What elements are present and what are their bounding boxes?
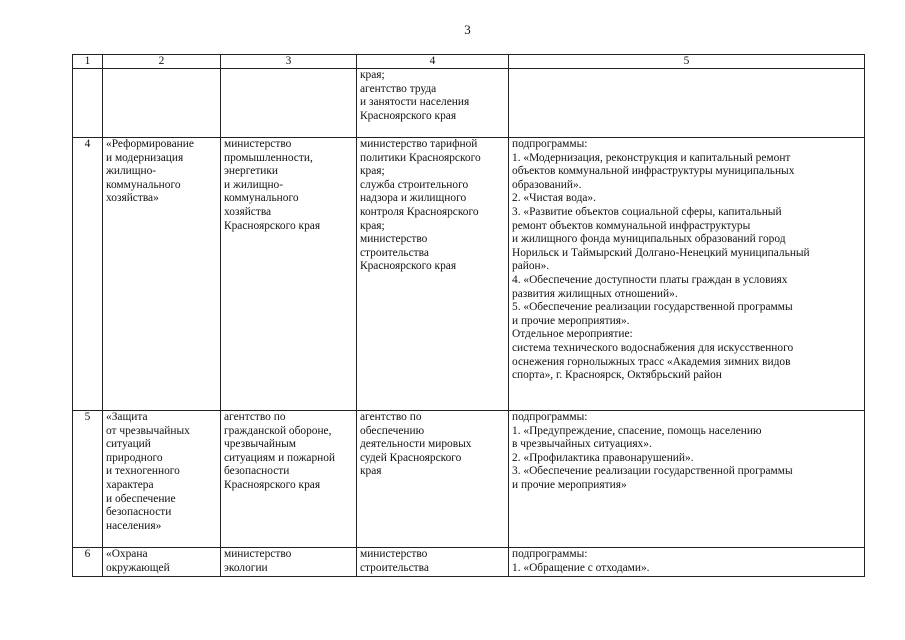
- table-row: [73, 69, 865, 138]
- responsible-executor-cell: министерство экологии: [221, 548, 357, 577]
- header-cell: 2: [103, 55, 221, 69]
- header-cell: 1: [73, 55, 103, 69]
- table-row: [73, 411, 865, 548]
- subprograms-cell: [509, 69, 865, 138]
- row-number-cell: 4: [73, 138, 103, 411]
- subprograms-cell: подпрограммы: 1. «Обращение с отходами».: [509, 548, 865, 577]
- subprograms-cell: подпрограммы: 1. «Модернизация, реконструкция и капитальный ремонт объектов коммунальной инфраструктуры муниципальных образований». 2. «Чистая вода». 3. «Развитие объектов социальной сферы, капитальный ремонт объектов коммунальной инфраструктуры и жилищного фонда муниципальных образований город Норильск и Таймырский Долгано-Ненецкий муниципальный район». 4. «Обеспечение доступности платы граждан в условиях развития жилищных отношений». 5. «Обеспечение реализации государственной программы и прочие мероприятия». Отдельное мероприятие: система технического водоснабжения для искусственного оснежения горнолыжных трасс «Академия зимних видов спорта», г. Красноярск, Октябрьский район: [509, 138, 865, 411]
- header-cell: 3: [221, 55, 357, 69]
- table-row: [73, 548, 865, 577]
- table-header-row: [73, 55, 865, 69]
- responsible-executor-cell: министерство промышленности, энергетики и жилищно- коммунального хозяйства Красноярского края: [221, 138, 357, 411]
- program-name-cell: «Охрана окружающей: [103, 548, 221, 577]
- co-executors-cell: края; агентство труда и занятости населения Красноярского края: [357, 69, 509, 138]
- header-cell: 5: [509, 55, 865, 69]
- row-number-cell: [73, 69, 103, 138]
- responsible-executor-cell: [221, 69, 357, 138]
- co-executors-cell: агентство по обеспечению деятельности мировых судей Красноярского края: [357, 411, 509, 548]
- table-row: [73, 138, 865, 411]
- program-name-cell: «Реформирование и модернизация жилищно- коммунального хозяйства»: [103, 138, 221, 411]
- co-executors-cell: министерство тарифной политики Красноярского края; служба строительного надзора и жилищного контроля Красноярского края; министерство строительства Красноярского края: [357, 138, 509, 411]
- page-number: 3: [464, 22, 471, 37]
- program-name-cell: [103, 69, 221, 138]
- program-name-cell: «Защита от чрезвычайных ситуаций природного и техногенного характера и обеспечение безопасности населения»: [103, 411, 221, 548]
- subprograms-cell: подпрограммы: 1. «Предупреждение, спасение, помощь населению в чрезвычайных ситуациях». 2. «Профилактика правонарушений». 3. «Обеспечение реализации государственной программы и прочие мероприятия»: [509, 411, 865, 548]
- responsible-executor-cell: агентство по гражданской обороне, чрезвычайным ситуациям и пожарной безопасности Красноярского края: [221, 411, 357, 548]
- co-executors-cell: министерство строительства: [357, 548, 509, 577]
- row-number-cell: 5: [73, 411, 103, 548]
- programs-table: [72, 54, 865, 577]
- row-number-cell: 6: [73, 548, 103, 577]
- header-cell: 4: [357, 55, 509, 69]
